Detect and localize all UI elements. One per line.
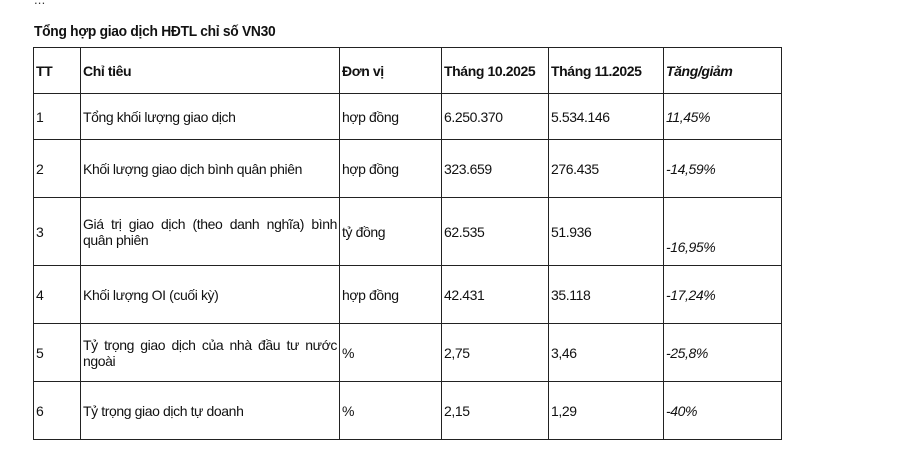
cell-nov: 51.936 bbox=[549, 198, 664, 266]
table-row bbox=[34, 324, 782, 382]
cell-tt: 5 bbox=[34, 324, 81, 382]
table-title: Tổng hợp giao dịch HĐTL chỉ số VN30 bbox=[34, 23, 276, 40]
cell-change: -16,95% bbox=[664, 198, 782, 266]
cell-change: -17,24% bbox=[664, 266, 782, 324]
cell-nov: 3,46 bbox=[549, 324, 664, 382]
col-header-oct: Tháng 10.2025 bbox=[442, 48, 549, 94]
cell-oct: 323.659 bbox=[442, 140, 549, 198]
cell-metric: Khối lượng OI (cuối kỳ) bbox=[81, 266, 340, 324]
table-row bbox=[34, 94, 782, 140]
col-header-metric: Chỉ tiêu bbox=[81, 48, 340, 94]
cell-tt: 1 bbox=[34, 94, 81, 140]
cell-tt: 4 bbox=[34, 266, 81, 324]
cell-unit: hợp đồng bbox=[340, 266, 442, 324]
cell-nov: 5.534.146 bbox=[549, 94, 664, 140]
cell-change: -40% bbox=[664, 382, 782, 440]
cell-change: 11,45% bbox=[664, 94, 782, 140]
col-header-tt: TT bbox=[34, 48, 81, 94]
cell-unit: tỷ đồng bbox=[340, 198, 442, 266]
col-header-nov: Tháng 11.2025 bbox=[549, 48, 664, 94]
cell-nov: 276.435 bbox=[549, 140, 664, 198]
cell-oct: 2,75 bbox=[442, 324, 549, 382]
cell-unit: hợp đồng bbox=[340, 94, 442, 140]
cell-tt: 2 bbox=[34, 140, 81, 198]
cell-oct: 2,15 bbox=[442, 382, 549, 440]
cell-oct: 6.250.370 bbox=[442, 94, 549, 140]
cell-oct: 42.431 bbox=[442, 266, 549, 324]
cell-change: -25,8% bbox=[664, 324, 782, 382]
cell-tt: 6 bbox=[34, 382, 81, 440]
cropped-text-line bbox=[34, 0, 45, 7]
table-row bbox=[34, 382, 782, 440]
vn30-futures-table bbox=[33, 47, 782, 440]
cell-oct: 62.535 bbox=[442, 198, 549, 266]
cell-unit: hợp đồng bbox=[340, 140, 442, 198]
cell-metric: Giá trị giao dịch (theo danh nghĩa) bình quân phiên bbox=[81, 198, 340, 266]
cell-nov: 1,29 bbox=[549, 382, 664, 440]
cell-nov: 35.118 bbox=[549, 266, 664, 324]
col-header-unit: Đơn vị bbox=[340, 48, 442, 94]
cell-metric: Tỷ trọng giao dịch của nhà đầu tư nước ngoài bbox=[81, 324, 340, 382]
cell-metric: Khối lượng giao dịch bình quân phiên bbox=[81, 140, 340, 198]
table-row bbox=[34, 266, 782, 324]
col-header-change: Tăng/giảm bbox=[664, 48, 782, 94]
cell-metric: Tỷ trọng giao dịch tự doanh bbox=[81, 382, 340, 440]
table-row bbox=[34, 198, 782, 266]
table-row bbox=[34, 140, 782, 198]
header-row bbox=[34, 48, 782, 94]
cell-tt: 3 bbox=[34, 198, 81, 266]
cell-unit: % bbox=[340, 324, 442, 382]
cell-unit: % bbox=[340, 382, 442, 440]
cell-metric: Tổng khối lượng giao dịch bbox=[81, 94, 340, 140]
cell-change: -14,59% bbox=[664, 140, 782, 198]
